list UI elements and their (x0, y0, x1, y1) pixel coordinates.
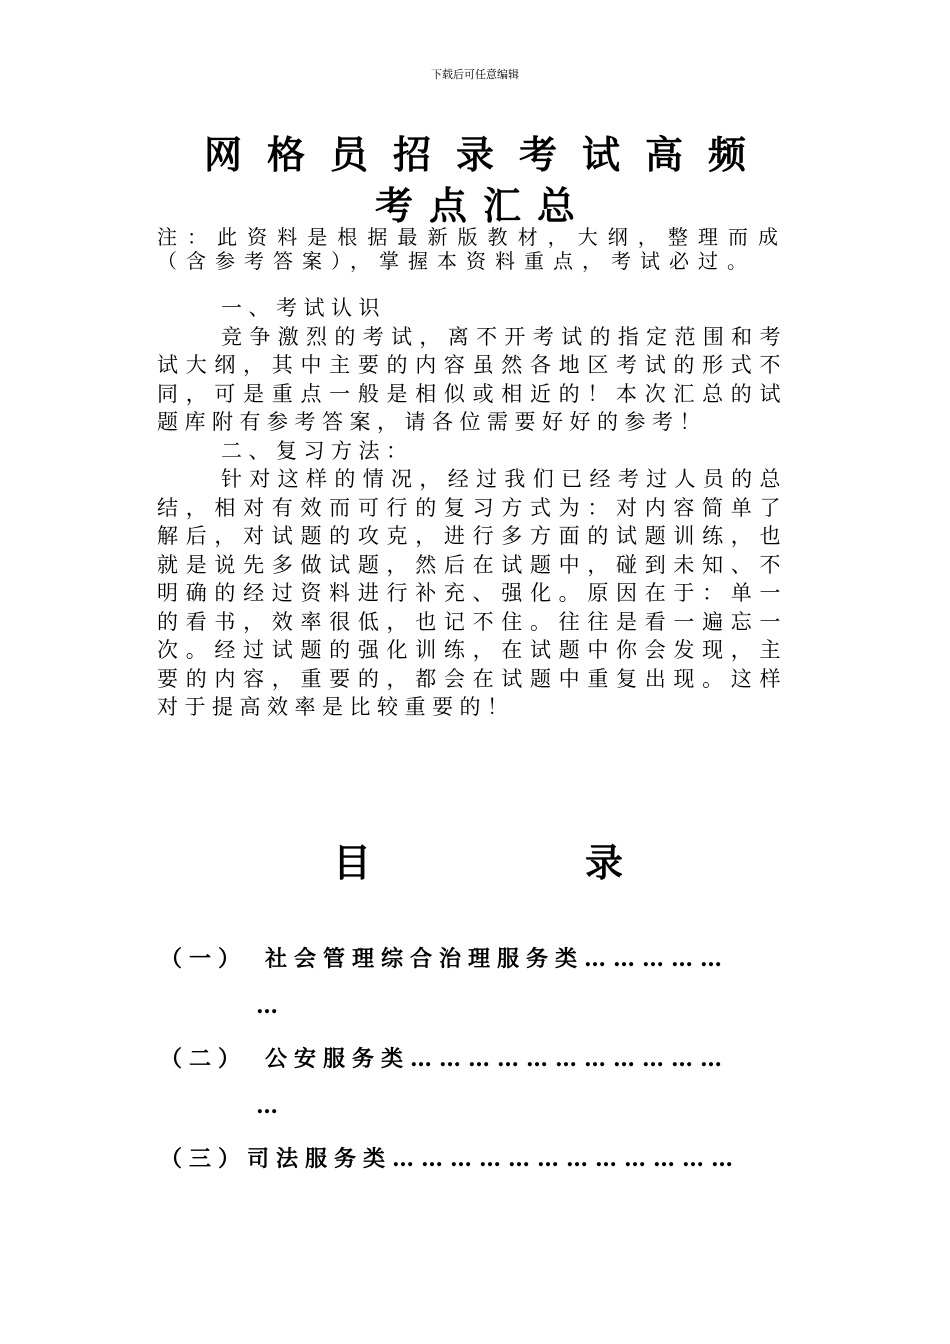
document-title-line-1: 网格员招录考试高频 (203, 133, 771, 177)
section-2-heading: 二、复习方法： (221, 438, 414, 463)
section-1-heading: 一、考试认识 (221, 296, 386, 320)
toc-title (333, 832, 623, 887)
toc-entry-2[interactable]: （二） 公安服务类…………………………… (160, 1046, 730, 1072)
section-1-paragraph: 竞争激烈的考试，离不开考试的指定范围和考试大纲，其中主要的内容虽然各地区考试的形式不同，可是重点一般是相似或相近的！本次汇总的试题库附有参考答案，请各位需要好好的参考！ (157, 324, 787, 434)
intro-note (157, 225, 787, 273)
toc-entry-2-continuation: … (256, 1093, 280, 1119)
body-content (157, 294, 787, 722)
toc-entry-3[interactable]: （三）司法服务类……………………………… (160, 1146, 741, 1172)
section-2-paragraph: 针对这样的情况，经过我们已经考过人员的总结，相对有效而可行的复习方式为：对内容简单了解后，对试题的攻克，进行多方面的试题训练，也就是说先多做试题，然后在试题中，碰到未知、不明确的经过资料进行补充、强化。原因在于：单一的看书，效率很低，也记不住。往往是看一遍忘一次。经过试题的强化训练，在试题中你会发现，主要的内容，重要的，都会在试题中重复出现。这样对于提高效率是比较重要的！ (157, 467, 787, 719)
toc-title-left: 目 (333, 841, 372, 885)
toc-title-right: 录 (584, 841, 623, 885)
toc-entry-1[interactable]: （一） 社会管理综合治理服务类…………… (160, 946, 730, 972)
document-title-line-2: 考点汇总 (374, 184, 591, 228)
note-text: 注：此资料是根据最新版教材，大纲，整理而成（含参考答案），掌握本资料重点，考试必过。 (157, 225, 787, 273)
toc-entry-1-continuation: … (256, 993, 280, 1019)
page-header: 下载后可任意编辑 (431, 68, 519, 81)
